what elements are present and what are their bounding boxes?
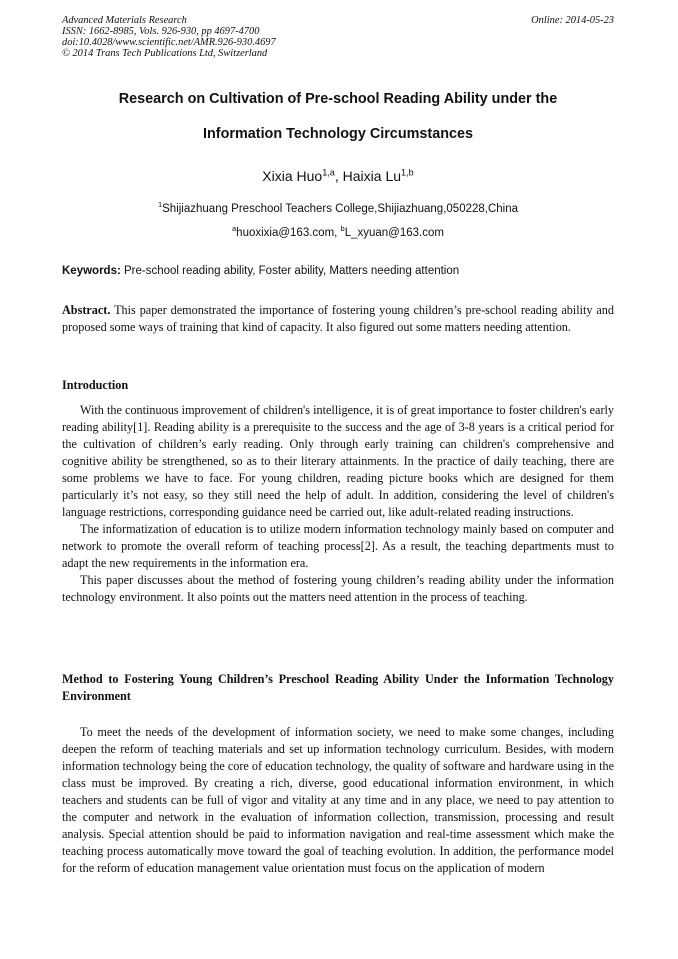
keywords-label: Keywords: — [62, 265, 121, 277]
email-a-sup: a — [232, 224, 237, 234]
paper-title-line-2: Information Technology Circumstances — [203, 126, 473, 142]
method-body — [62, 724, 614, 877]
affiliation-text: Shijiazhuang Preschool Teachers College,Shijiazhuang,050228,China — [162, 203, 519, 215]
keywords-text: Pre-school reading ability, Foster ability, Matters needing attention — [120, 265, 460, 277]
affiliation-sup: 1 — [157, 200, 163, 210]
author-emails — [62, 224, 614, 239]
author-1: Xixia Huo — [262, 168, 323, 184]
doi-line: doi:10.4028/www.scientific.net/AMR.926-930.4697 — [62, 37, 276, 48]
intro-paragraph-2: The informatization of education is to utilize modern information technology mainly based on computer and network to promote the overall reform of teaching process[2]. As a result, the teaching departments must to adapt the new requirements in the information era. — [62, 522, 614, 570]
journal-header — [62, 15, 614, 59]
journal-name: Advanced Materials Research — [62, 15, 187, 26]
issn-line: ISSN: 1662-8985, Vols. 926-930, pp 4697-4700 — [62, 26, 260, 37]
email-b-sup: b — [340, 224, 345, 234]
abstract-text: This paper demonstrated the importance of fostering young children’s pre-school reading ability and proposed some ways of training that kind of capacity. It also figured out some matters needing attention. — [62, 303, 614, 334]
author-2-sup: 1,b — [401, 167, 414, 178]
paper-title-line-1: Research on Cultivation of Pre-school Reading Ability under the — [118, 91, 558, 107]
author-1-sup: 1,a — [322, 167, 335, 178]
email-a: huoxixia@163.com, — [236, 227, 341, 239]
introduction-heading: Introduction — [62, 378, 129, 392]
method-heading: Method to Fostering Young Children’s Preschool Reading Ability Under the Information Technology Environment — [62, 672, 614, 703]
intro-paragraph-3: This paper discusses about the method of fostering young children’s reading ability under the information technology environment. It also points out the matters need attention in the process of teaching. — [62, 573, 614, 604]
abstract-label: Abstract. — [62, 303, 111, 317]
keywords — [62, 265, 614, 277]
online-date: Online: 2014-05-23 — [531, 15, 614, 26]
method-paragraph-1: To meet the needs of the development of information society, we need to make some changes, including deepen the reform of teaching materials and set up information technology curriculum. Besides, with modern information technology being the core of education technology, the quality of software and hardware using in the class must be improved. By creating a rich, diverse, good educational information environment, in which teachers and students can be full of vigor and vitality at any time and in any place, we need to pay attention to the computer and network in the evaluation of information collection, transmission, processing and result analysis. Special attention should be paid to information navigation and real-time assessment which make the teaching process automatically move toward the goal of teaching evolution. In addition, the performance model for the reform of education management value orientation must focus on the application of modern — [62, 725, 614, 875]
author-2: Haixia Lu — [342, 168, 402, 184]
introduction-body — [62, 402, 614, 606]
author-list — [62, 168, 614, 184]
copyright-line: © 2014 Trans Tech Publications Ltd, Switzerland — [62, 48, 268, 59]
affiliation — [62, 200, 614, 215]
abstract — [62, 302, 614, 336]
author-separator: , — [334, 168, 343, 184]
intro-paragraph-1: With the continuous improvement of children's intelligence, it is of great importance to foster children's early reading ability[1]. Reading ability is a prerequisite to the success and the age of 3-8 years is a critical period for the cultivation of children’s early reading. Only through early training can children's comprehensive and cognitive ability be strengthened, so as to their literary attainments. In the practice of daily teaching, there are some problems we have to face. For young children, reading picture books which are designed for them particularly it’s not easy, so they still need the help of adult. In addition, considering the level of children's language restrictions, corresponding guidance need be carried out, like adult-related reading instructions. — [62, 403, 614, 519]
email-b: L_xyuan@163.com — [344, 227, 444, 239]
